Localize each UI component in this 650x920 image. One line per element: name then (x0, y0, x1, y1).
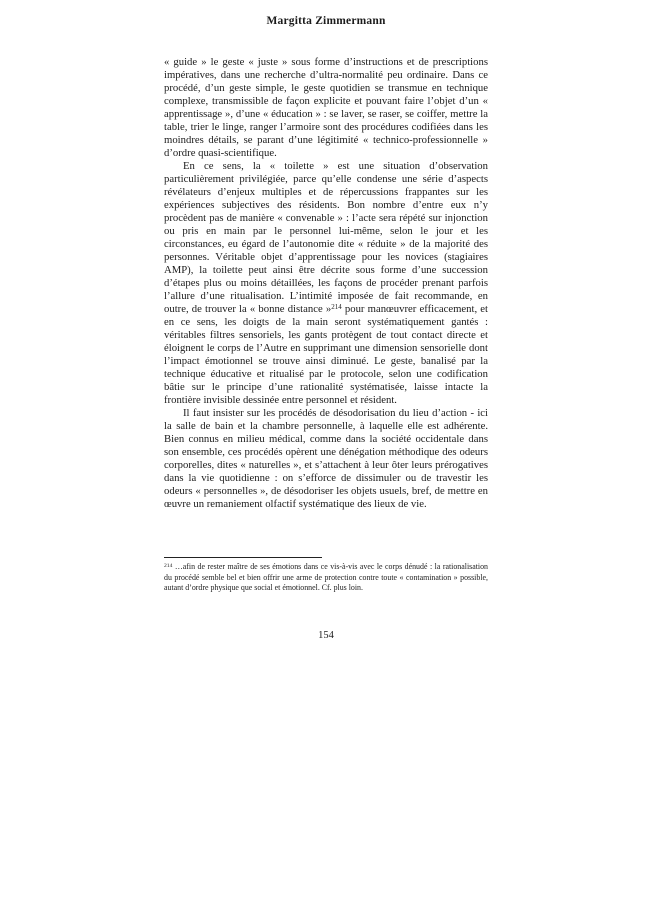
footnote-marker: 214 (164, 562, 173, 569)
paragraph-1: « guide » le geste « juste » sous forme d’instructions et de prescriptions impératives, dans une recherche d’ultra-normalité peu ordinaire. Dans ce procédé, d’un geste simple, le geste quotidien se transmue en technique complexe, transmissible de façon explicite et pouvant faire l’objet d’un « apprentissage », d’une « éducation » : se laver, se raser, se coiffer, mettre la table, trier le linge, ranger l’armoire sont des procédures codifiées dans les moindres détails, se parant d’une légitimité « technico-professionnelle » d’ordre quasi-scientifique. (164, 56, 488, 159)
paragraph-2 (164, 160, 488, 407)
paragraph-2-text-after-ref: pour manœuvrer efficacement, et en ce sens, les doigts de la main seront systématiquement gantés : véritables filtres sensoriels, les gants protègent de tout contact directe et éloignent le corps de l’Autre en supprimant une dimension sensorielle dont l’impact émotionnel se trouve ainsi diminué. Le geste, banalisé par la technique éducative et ritualisé par le protocole, selon une codification bâtie sur le principe d’une rationalité systématisée, laisse intacte la frontière invisible dessinée entre personnel et résident. (164, 303, 488, 406)
footnote-reference-214: 214 (331, 302, 342, 311)
footnote-214 (164, 562, 488, 594)
paragraph-2-text-before-ref: En ce sens, la « toilette » est une situation d’observation particulièrement privilégiée, parce qu’elle condense une série d’aspects révélateurs d’enjeux multiples et de répercussions frappantes sur les expériences subjectives des résidents. Bon nombre d’entre eux n’y procèdent pas de manière « convenable » : l’acte sera répété sur injonction ou pris en main par le personnel lui-même, selon le jour et les circonstances, eu égard de l’autonomie dite « réduite » de la majorité des personnes. Véritable objet d’apprentissage pour les novices (stagiaires AMP), la toilette peut ainsi être décrite sous forme d’une succession d’étapes plus ou moins détaillées, les façons de procéder prenant parfois l’allure d’une ritualisation. L’intimité imposée de fait recommande, en outre, de trouver la « bonne distance » (164, 160, 488, 315)
running-header-author: Margitta Zimmermann (266, 15, 386, 27)
footnote-text: …afin de rester maître de ses émotions dans ce vis-à-vis avec le corps dénudé : la rationalisation du procédé semble bel et bien offrir une arme de protection contre toute « contamination » possible, autant d’ordre physique que social et émotionnel. Cf. plus loin. (164, 562, 488, 593)
footnote-separator-rule (164, 557, 322, 558)
footnote-block (164, 557, 488, 594)
page-number: 154 (318, 630, 334, 641)
body-text (164, 56, 488, 511)
paragraph-3: Il faut insister sur les procédés de désodorisation du lieu d’action - ici la salle de bain et la chambre personnelle, à laquelle elle est adhérente. Bien connus en milieu médical, comme dans la société occidentale dans son ensemble, ces procédés opèrent une dénégation méthodique des odeurs corporelles, dites « naturelles », et s’attachent à leur ôter leurs prérogatives dans la vie quotidienne : on s’efforce de dissimuler ou de travestir les odeurs « personnelles », de désodoriser les objets usuels, bref, de mettre en œuvre un remaniement olfactif systématique des lieux de vie. (164, 407, 488, 510)
